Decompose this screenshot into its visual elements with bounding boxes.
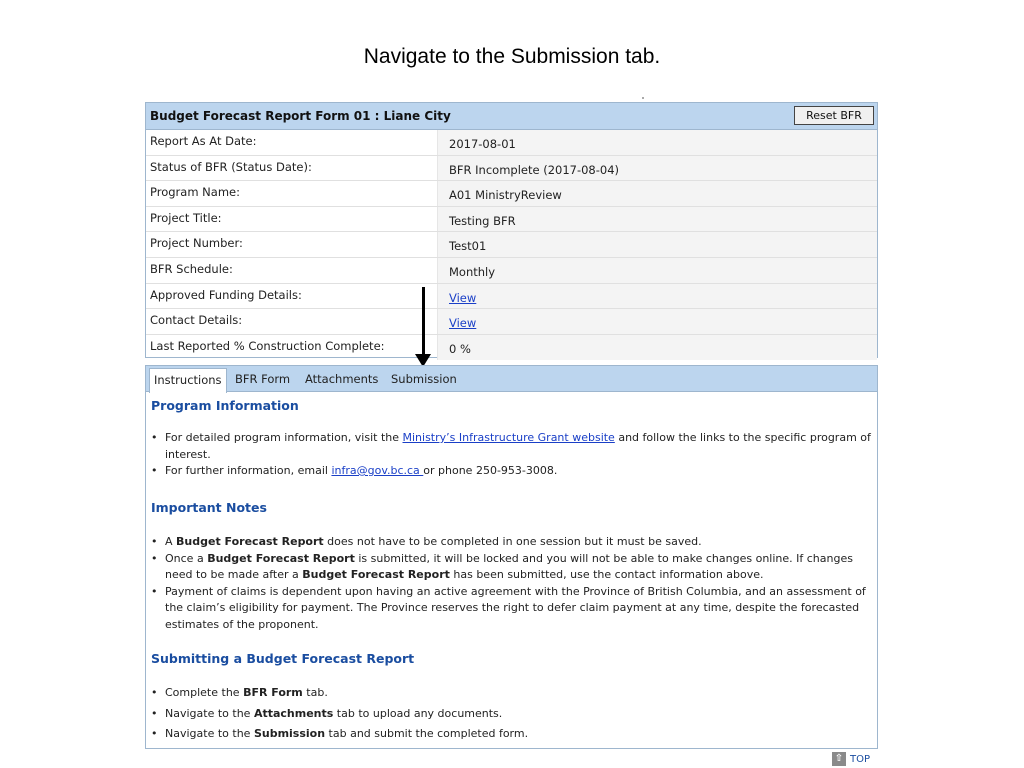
field-label: Project Title:	[146, 207, 438, 232]
tab-panel	[145, 365, 878, 749]
field-label: Last Reported % Construction Complete:	[146, 335, 438, 361]
tab-submission[interactable]: Submission	[391, 372, 457, 386]
field-value: Monthly	[438, 258, 877, 283]
ministry-website-link[interactable]: Ministry’s Infrastructure Grant website	[402, 431, 615, 444]
field-label: BFR Schedule:	[146, 258, 438, 283]
tab-instructions[interactable]: Instructions	[149, 368, 227, 393]
reset-bfr-button[interactable]: Reset BFR	[794, 106, 874, 125]
field-value: A01 MinistryReview	[438, 181, 877, 206]
form-row-contact	[146, 309, 877, 335]
list-item: • Payment of claims is dependent upon having an active agreement with the Province of British Columbia, and an assessment of the claim’s eligibility for payment. The Province reserves the right to defer claim payment at any time, despite the forecasted estimates of the proponent.	[151, 584, 866, 631]
list-item: • A Budget Forecast Report does not have to be completed in one session but it must be saved.	[151, 535, 702, 548]
submitting-heading: Submitting a Budget Forecast Report	[151, 651, 415, 666]
arrow-up-icon: ⇧	[832, 752, 846, 766]
field-label: Project Number:	[146, 232, 438, 257]
form-row-project-number	[146, 232, 877, 258]
view-funding-link[interactable]: View	[449, 290, 477, 305]
tab-bfr-form[interactable]: BFR Form	[235, 372, 291, 386]
form-row-project-title	[146, 207, 877, 233]
field-label: Program Name:	[146, 181, 438, 206]
form-row-program-name	[146, 181, 877, 207]
top-label: TOP	[850, 753, 871, 765]
email-link[interactable]: infra@gov.bc.ca	[331, 464, 424, 477]
field-label: Report As At Date:	[146, 130, 438, 155]
tab-attachments[interactable]: Attachments	[305, 372, 379, 386]
list-item: • For detailed program information, visit the Ministry’s Infrastructure Grant website and follow the links to the specific program of interest.	[151, 431, 871, 461]
tab-bar	[146, 366, 877, 392]
field-value: 2017-08-01	[438, 130, 877, 155]
form-row-construction	[146, 335, 877, 361]
view-contact-link[interactable]: View	[449, 316, 477, 331]
bfr-form-panel	[145, 102, 878, 358]
list-item: • For further information, email infra@gov.bc.ca or phone 250-953-3008.	[151, 464, 558, 477]
form-title: Budget Forecast Report Form 01 : Liane City	[150, 109, 451, 123]
field-label: Approved Funding Details:	[146, 284, 438, 309]
form-row-status	[146, 156, 877, 182]
field-value: 0 %	[438, 335, 877, 361]
form-row-report-date	[146, 130, 877, 156]
field-value: BFR Incomplete (2017-08-04)	[438, 156, 877, 181]
form-row-funding	[146, 284, 877, 310]
list-item: • Navigate to the Submission tab and submit the completed form.	[151, 727, 529, 740]
stray-mark	[642, 97, 644, 99]
field-label: Status of BFR (Status Date):	[146, 156, 438, 181]
list-item: • Navigate to the Attachments tab to upload any documents.	[151, 706, 503, 720]
form-header	[146, 103, 877, 130]
important-notes-heading: Important Notes	[151, 500, 267, 515]
slide-title: Navigate to the Submission tab.	[363, 45, 661, 68]
submitting-list	[150, 685, 871, 743]
pointer-arrow-shaft	[422, 287, 425, 359]
list-item: • Complete the BFR Form tab.	[151, 686, 328, 699]
field-label: Contact Details:	[146, 309, 438, 334]
field-value: Testing BFR	[438, 207, 877, 232]
form-row-schedule	[146, 258, 877, 284]
important-notes-list	[150, 534, 871, 633]
field-value	[438, 309, 877, 334]
field-value	[438, 284, 877, 309]
program-info-list	[150, 430, 871, 480]
program-info-heading: Program Information	[151, 398, 299, 413]
list-item: • Once a Budget Forecast Report is submitted, it will be locked and you will not be able to make changes online. If changes need to be made after a Budget Forecast Report has been submitted, use the contact information above.	[151, 551, 853, 581]
field-value: Test01	[438, 232, 877, 257]
back-to-top-link[interactable]	[832, 751, 870, 767]
